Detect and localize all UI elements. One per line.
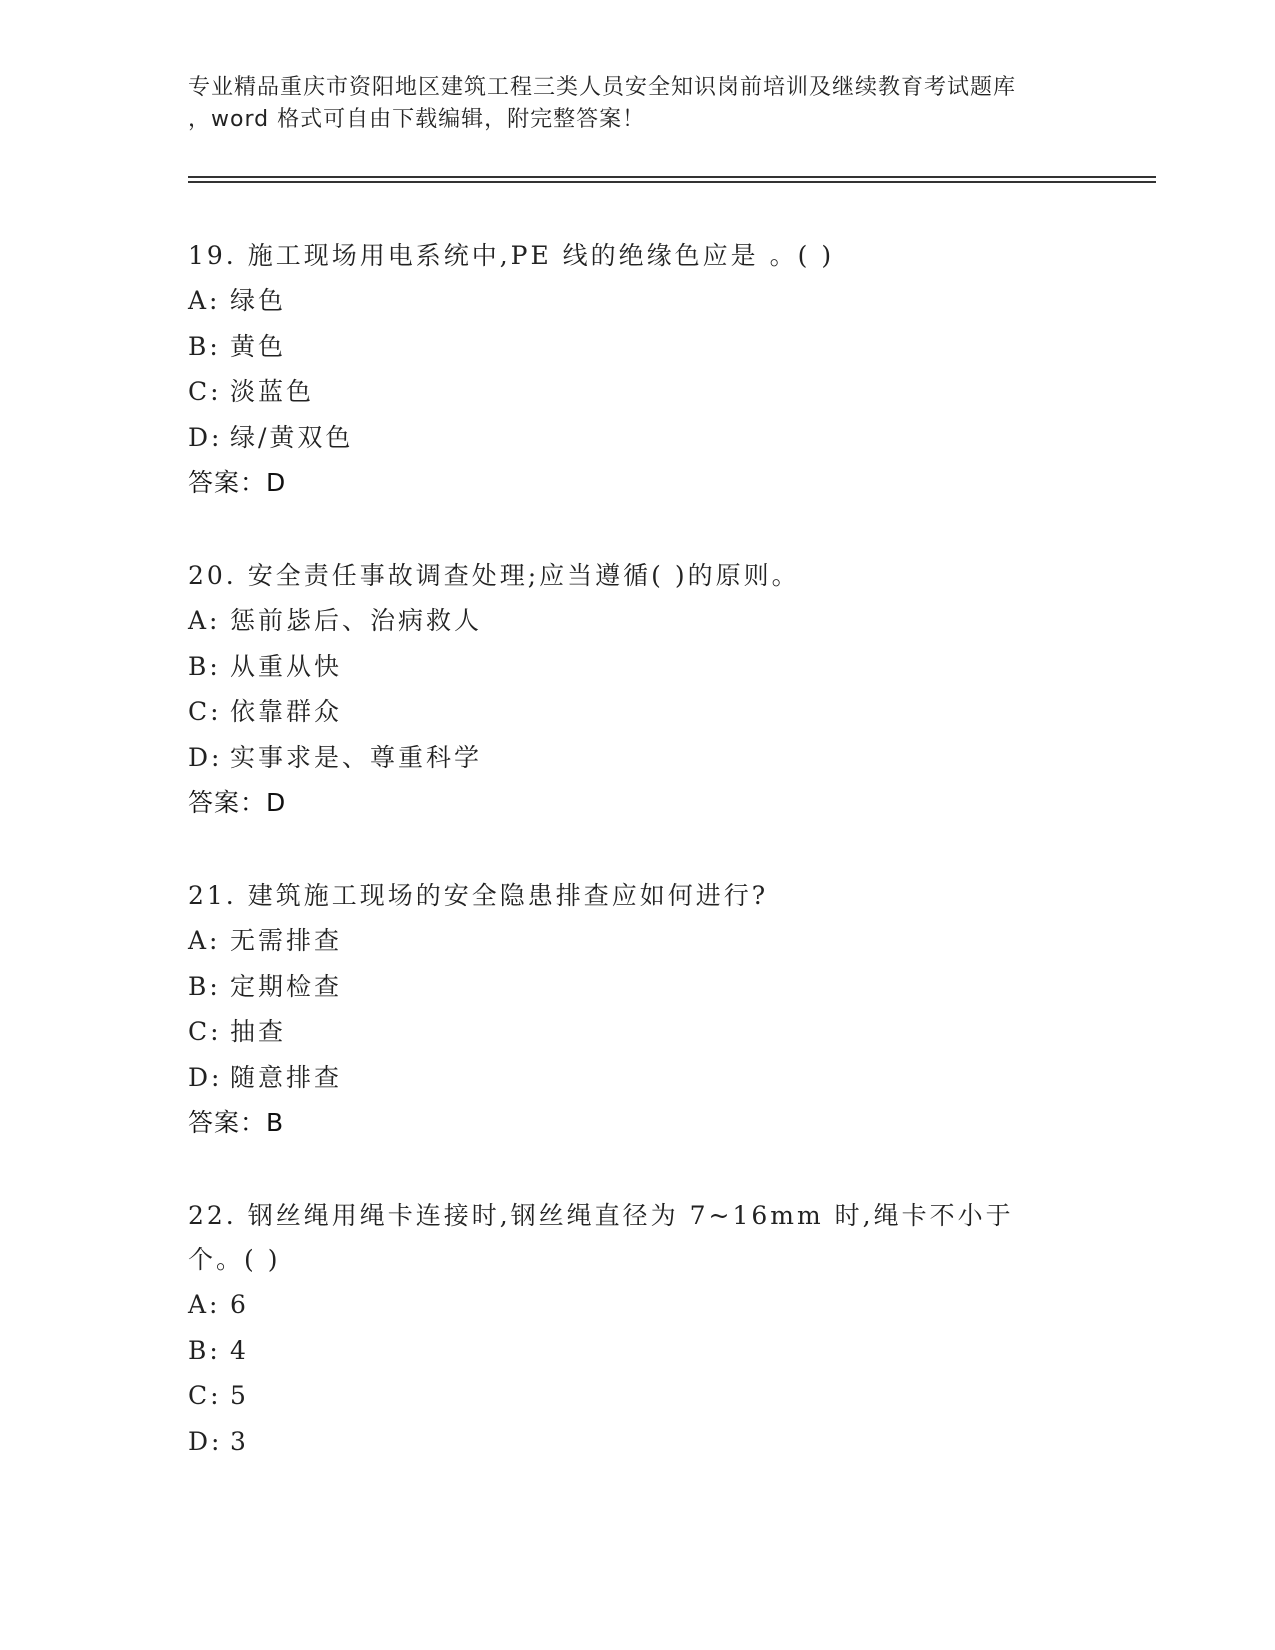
option-text: 绿/黄双色 — [230, 422, 354, 452]
option-a — [188, 1282, 1088, 1328]
option-text: 5 — [230, 1381, 249, 1410]
option-key: B: — [188, 1335, 221, 1365]
question-21 — [188, 874, 1088, 1146]
document-header — [188, 72, 1108, 136]
option-d — [188, 1419, 1088, 1465]
answer-line: 答案：D — [188, 468, 287, 497]
option-key: D: — [188, 742, 223, 772]
option-c — [188, 1373, 1088, 1419]
option-text: 定期检查 — [230, 971, 343, 1001]
option-key: C: — [188, 697, 222, 726]
option-text: 随意排查 — [230, 1062, 343, 1092]
option-b — [188, 1328, 1088, 1374]
answer-line: 答案：D — [188, 788, 287, 817]
option-text: 无需排查 — [230, 926, 343, 955]
header-divider-bottom — [188, 181, 1156, 183]
question-22 — [188, 1194, 1088, 1464]
option-key: A: — [188, 926, 221, 955]
option-text: 绿色 — [230, 286, 287, 315]
option-key: C: — [188, 377, 222, 406]
option-a — [188, 918, 1088, 964]
option-key: C: — [188, 1381, 222, 1410]
option-text: 6 — [230, 1290, 249, 1319]
question-text: 21. 建筑施工现场的安全隐患排查应如何进行? — [188, 881, 769, 910]
option-key: A: — [188, 606, 221, 635]
option-text: 实事求是、尊重科学 — [230, 742, 483, 772]
header-divider-top — [188, 176, 1156, 178]
question-text: 22. 钢丝绳用绳卡连接时,钢丝绳直径为 7~16mm 时,绳卡不小于 — [188, 1201, 1014, 1230]
option-key: D: — [188, 1062, 223, 1092]
option-b — [188, 644, 1088, 690]
question-19 — [188, 234, 1088, 506]
option-text: 惩前毖后、治病救人 — [230, 606, 483, 635]
option-b — [188, 964, 1088, 1010]
option-key: A: — [188, 286, 221, 315]
option-text: 淡蓝色 — [230, 377, 315, 406]
option-b — [188, 324, 1088, 370]
option-key: D: — [188, 1426, 223, 1456]
option-key: A: — [188, 1290, 221, 1319]
option-d — [188, 1055, 1088, 1101]
option-key: B: — [188, 651, 221, 681]
option-key: B: — [188, 971, 221, 1001]
header-title-line-1: 专业精品重庆市资阳地区建筑工程三类人员安全知识岗前培训及继续教育考试题库 — [188, 75, 1017, 100]
option-key: D: — [188, 422, 223, 452]
option-text: 黄色 — [230, 331, 287, 361]
question-20 — [188, 554, 1088, 826]
option-text: 从重从快 — [230, 651, 343, 681]
option-text: 4 — [230, 1335, 249, 1365]
option-text: 3 — [230, 1426, 249, 1456]
question-text-continued: 个。( ) — [188, 1245, 281, 1274]
header-title-line-2: ，word 格式可自由下载编辑，附完整答案！ — [188, 107, 646, 132]
option-c — [188, 689, 1088, 735]
question-text: 19. 施工现场用电系统中,PE 线的绝缘色应是 。( ) — [188, 241, 835, 270]
option-d — [188, 735, 1088, 781]
option-a — [188, 278, 1088, 324]
option-c — [188, 1009, 1088, 1055]
option-text: 抽查 — [230, 1017, 287, 1046]
option-c — [188, 369, 1088, 415]
option-key: B: — [188, 331, 221, 361]
question-text: 20. 安全责任事故调查处理;应当遵循( )的原则。 — [188, 561, 800, 590]
option-d — [188, 415, 1088, 461]
option-a — [188, 598, 1088, 644]
option-text: 依靠群众 — [230, 697, 343, 726]
answer-line: 答案：B — [188, 1108, 285, 1137]
option-key: C: — [188, 1017, 222, 1046]
